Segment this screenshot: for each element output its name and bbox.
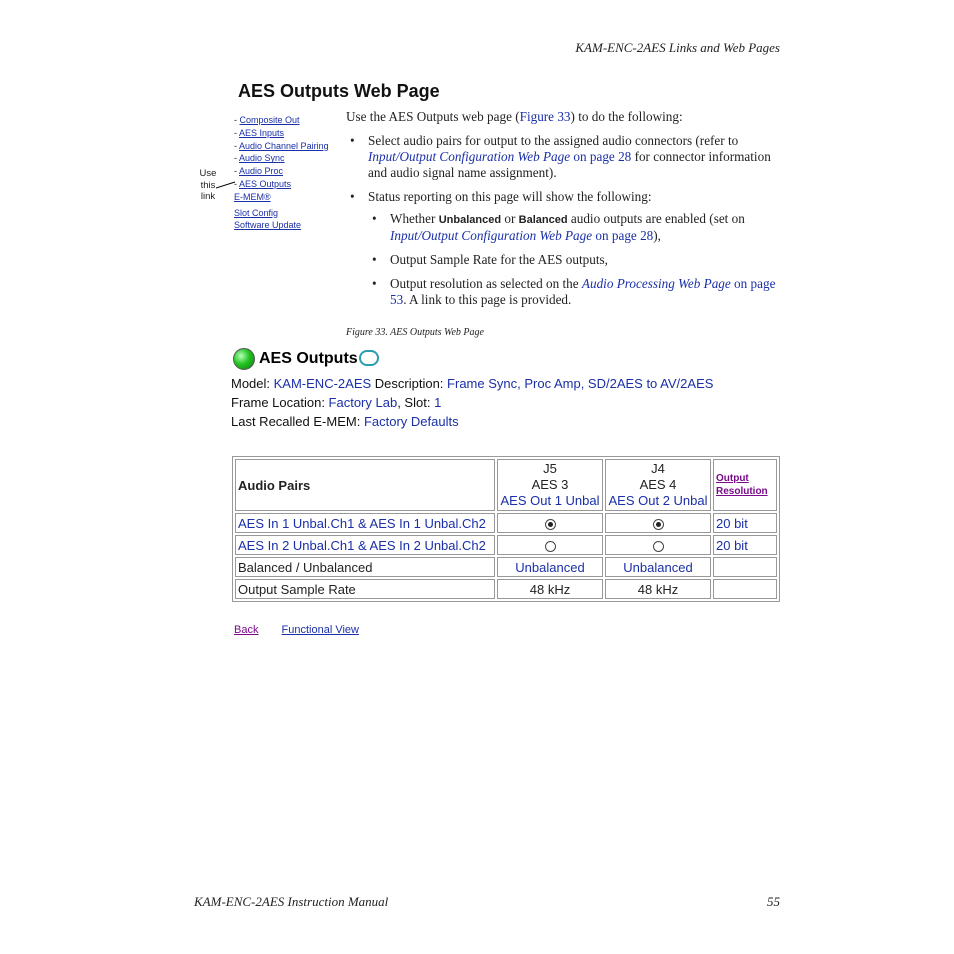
resolution-link-2[interactable]: 20 bit <box>713 535 777 555</box>
pair-link-1[interactable]: AES In 1 Unbal.Ch1 & AES In 1 Unbal.Ch2 <box>235 513 495 533</box>
figure-ref-link[interactable]: Figure 33 <box>519 109 571 124</box>
figure-caption: Figure 33. AES Outputs Web Page <box>346 327 484 338</box>
table-row <box>235 579 777 599</box>
sub-bullet-balanced: • Whether Unbalanced or Balanced audio outputs are enabled (set on Input/Output Configuration Web Page on page 28), <box>368 211 786 244</box>
balanced-j5-value: Unbalanced <box>497 557 603 577</box>
output-resolution-link[interactable]: Output Resolution <box>713 459 777 511</box>
nav-link-list: - Composite Out - AES Inputs - Audio Channel Pairing - Audio Sync - Audio Proc - AES Outputs E-MEM® Slot Config Software Update <box>234 115 329 231</box>
nav-link-audio-proc[interactable]: Audio Proc <box>239 166 284 177</box>
nav-link-composite-out[interactable]: Composite Out <box>239 115 300 125</box>
audio-proc-ref-link[interactable]: Audio Processing Web Page <box>581 276 731 291</box>
table-row <box>235 513 777 533</box>
io-config-ref-link[interactable]: Input/Output Configuration Web Page <box>368 149 571 164</box>
section-title: AES Outputs Web Page <box>238 81 440 101</box>
model-line: Model: KAM-ENC-2AES Description: Frame Sync, Proc Amp, SD/2AES to AV/2AES <box>231 376 714 391</box>
refresh-icon[interactable] <box>359 350 379 366</box>
model-link[interactable]: KAM-ENC-2AES <box>273 376 372 391</box>
radio-j5-pair2[interactable] <box>497 535 603 555</box>
nav-link-audio-sync[interactable]: Audio Sync <box>239 153 285 164</box>
nav-link-aes-inputs[interactable]: AES Inputs <box>239 127 285 138</box>
emem-link[interactable]: Factory Defaults <box>363 414 459 429</box>
resolution-link-1[interactable]: 20 bit <box>713 513 777 533</box>
nav-link-e-mem[interactable]: E-MEM® <box>234 191 271 202</box>
sample-rate-j5-value: 48 kHz <box>497 579 603 599</box>
frame-location-line: Frame Location: Factory Lab, Slot: 1 <box>231 395 442 410</box>
footer-manual-title: KAM-ENC-2AES Instruction Manual <box>194 894 389 909</box>
callout-leader-line <box>216 180 236 190</box>
frame-location-link[interactable]: Factory Lab <box>328 395 398 410</box>
table-row <box>235 557 777 577</box>
radio-j5-pair1[interactable] <box>497 513 603 533</box>
sub-bullet-resolution: • Output resolution as selected on the Audio Processing Web Page on page 53. A link to this page is provided. <box>368 276 786 308</box>
nav-link-slot-config[interactable]: Slot Config <box>234 207 279 218</box>
nav-link-aes-outputs[interactable]: AES Outputs <box>239 178 292 189</box>
nav-link-audio-channel-pairing[interactable]: Audio Channel Pairing <box>239 140 329 151</box>
bullet-status-reporting: • Status reporting on this page will show the following: • Whether Unbalanced or Balanced audio outputs are enabled (set on Input/Output Configuration Web Page on page 28), • Output Sample Rate for the AES outputs, • Output resolution as selected on the Audio Processing Web Page on page 53. A link to this page is provided. <box>346 189 786 308</box>
footer-page-number: 55 <box>767 894 780 909</box>
radio-j4-pair2[interactable] <box>605 535 711 555</box>
pair-link-2[interactable]: AES In 2 Unbal.Ch1 & AES In 2 Unbal.Ch2 <box>235 535 495 555</box>
use-this-link-callout <box>198 168 218 203</box>
radio-j4-pair1[interactable] <box>605 513 711 533</box>
header-j5: J5 AES 3 AES Out 1 Unbal <box>497 459 603 511</box>
sub-bullet-sample-rate: • Output Sample Rate for the AES outputs, <box>368 252 786 268</box>
status-led-icon <box>233 348 255 370</box>
table-header-row <box>235 459 777 511</box>
header-audio-pairs: Audio Pairs <box>235 459 495 511</box>
bullet-select-pairs: • Select audio pairs for output to the assigned audio connectors (refer to Input/Output Configuration Web Page on page 28 for connector information and audio signal name assignment). <box>346 133 786 181</box>
header-j4: J4 AES 4 AES Out 2 Unbal <box>605 459 711 511</box>
web-page-title: AES Outputs <box>259 350 358 367</box>
body-text <box>346 109 786 316</box>
slot-value: 1 <box>434 395 442 410</box>
callout-line-2: this <box>200 179 216 191</box>
bullet-list <box>346 133 786 308</box>
sample-rate-j4-value: 48 kHz <box>605 579 711 599</box>
table-row <box>235 535 777 555</box>
sub-bullet-list <box>368 211 786 308</box>
io-config-ref-link-2[interactable]: Input/Output Configuration Web Page <box>390 228 593 243</box>
intro-paragraph: Use the AES Outputs web page (Figure 33) to do the following: <box>346 109 683 124</box>
nav-link-software-update[interactable]: Software Update <box>234 220 302 231</box>
callout-line-1: Use <box>199 168 217 179</box>
bottom-links <box>234 624 359 636</box>
sample-rate-label: Output Sample Rate <box>235 579 495 599</box>
balanced-label: Balanced / Unbalanced <box>235 557 495 577</box>
running-header: KAM-ENC-2AES Links and Web Pages <box>575 40 780 55</box>
empty-cell <box>713 557 777 577</box>
description-value: Frame Sync, Proc Amp, SD/2AES to AV/2AES <box>447 376 714 391</box>
balanced-j4-value: Unbalanced <box>605 557 711 577</box>
last-emem-line: Last Recalled E-MEM: Factory Defaults <box>231 414 459 429</box>
aes-outputs-table <box>232 456 780 602</box>
callout-line-3: link <box>200 191 216 202</box>
empty-cell <box>713 579 777 599</box>
functional-view-link[interactable]: Functional View <box>281 624 359 636</box>
back-link[interactable]: Back <box>234 624 259 636</box>
